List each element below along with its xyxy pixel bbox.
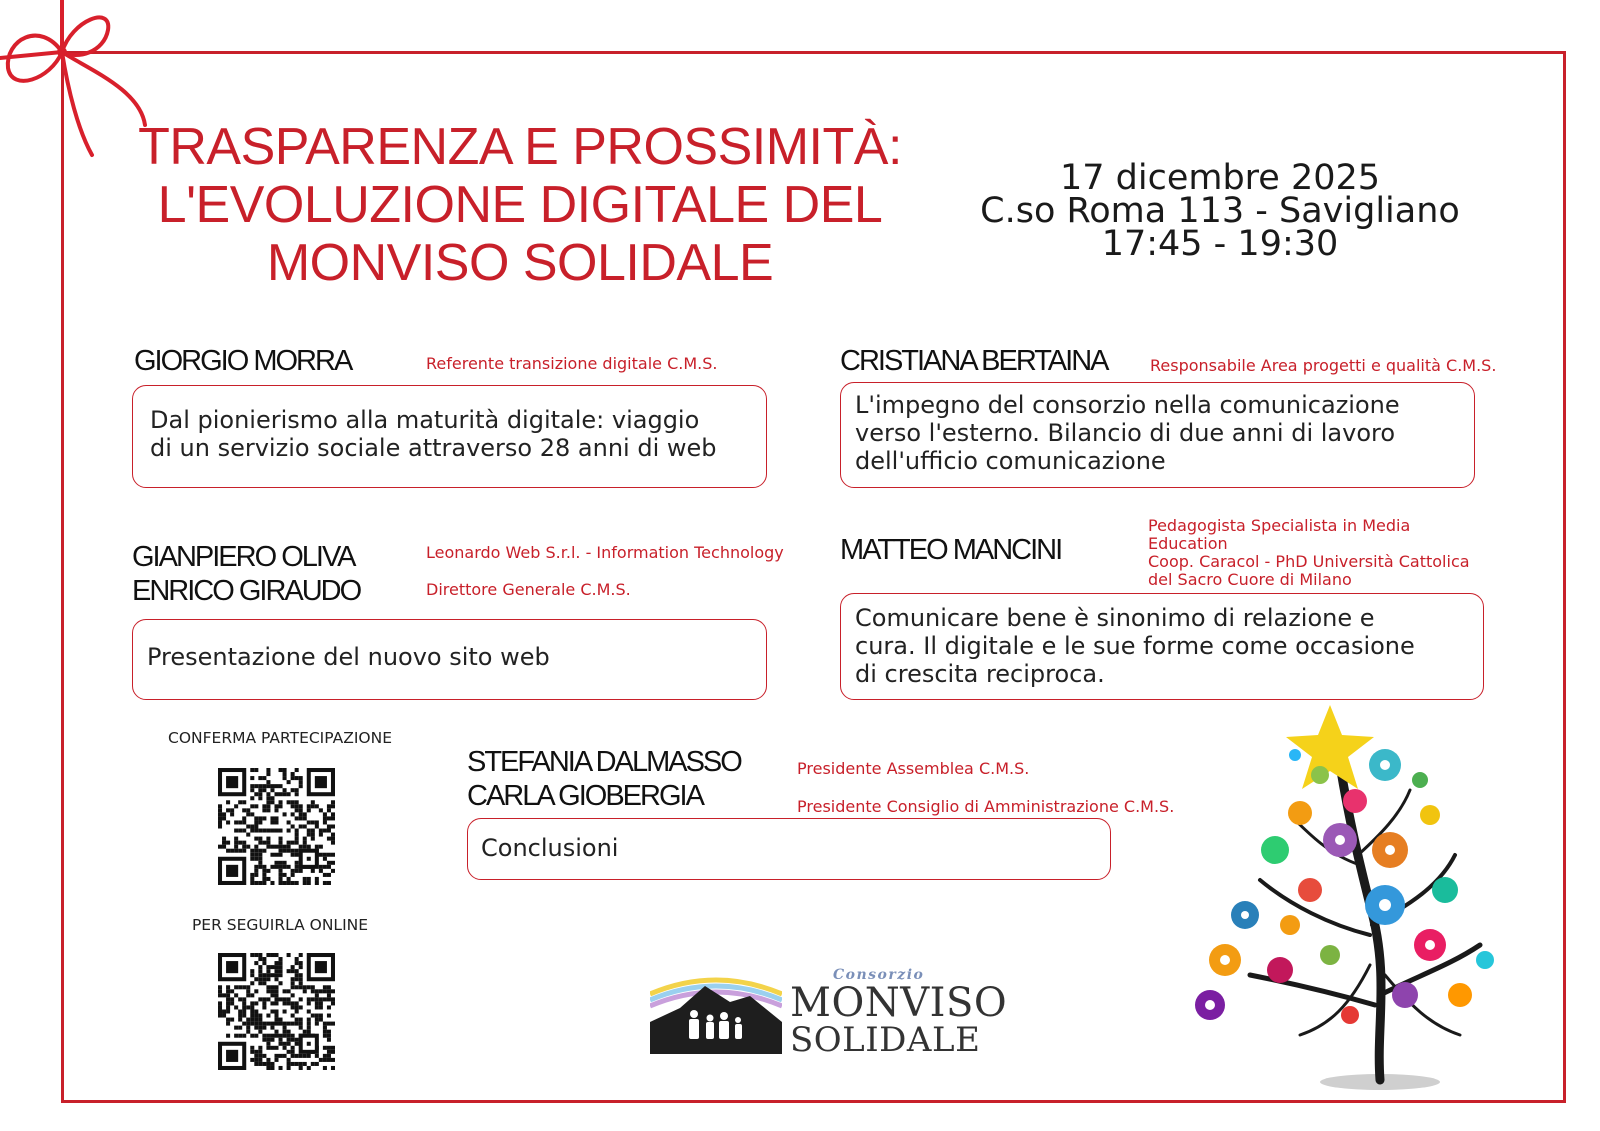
talk-topic-line: di un servizio sociale attraverso 28 anni di web: [150, 434, 717, 462]
talk-topic-line: verso l'esterno. Bilancio di due anni di lavoro: [855, 419, 1396, 447]
speaker-name: CRISTIANA BERTAINA: [840, 345, 1108, 377]
qr-code-confirm-icon[interactable]: [218, 768, 335, 885]
logo-consorzio: Consorzio: [833, 967, 925, 983]
speaker-role: Presidente Assemblea C.M.S.: [797, 759, 1030, 778]
speaker-role: Direttore Generale C.M.S.: [426, 580, 631, 599]
talk-box: [132, 385, 767, 488]
speaker-role: Education: [1148, 534, 1228, 553]
talk-topic-line: Comunicare bene è sinonimo di relazione e: [855, 604, 1375, 632]
speaker-name: GIANPIERO OLIVA: [132, 541, 355, 573]
talk-topic-line: cura. Il digitale e le sue forme come occasione: [855, 632, 1415, 660]
logo-mountain-icon: [650, 972, 782, 1054]
talk-box: [840, 382, 1475, 488]
logo-solidale: SOLIDALE: [790, 1020, 981, 1060]
talk-topic-line: Conclusioni: [481, 834, 619, 862]
qr-code-online-icon[interactable]: [218, 953, 335, 1070]
title-line-2: L'EVOLUZIONE DIGITALE DEL: [157, 176, 883, 234]
event-info: [940, 158, 1500, 264]
event-date: 17 dicembre 2025: [1059, 158, 1381, 198]
speaker-name: GIORGIO MORRA: [134, 345, 352, 377]
speaker-role: Leonardo Web S.r.l. - Information Technology: [426, 543, 784, 562]
title-line-1: TRASPARENZA E PROSSIMITÀ:: [138, 118, 902, 176]
speaker-role: Coop. Caracol - PhD Università Cattolica: [1148, 552, 1470, 571]
talk-topic-line: di crescita reciproca.: [855, 660, 1105, 688]
speaker-role: Pedagogista Specialista in Media: [1148, 516, 1411, 535]
talk-box: [840, 593, 1484, 700]
speaker-name: ENRICO GIRAUDO: [132, 575, 361, 607]
talk-topic-line: dell'ufficio comunicazione: [855, 447, 1166, 475]
logo-monviso: MONVISO: [790, 980, 1008, 1026]
qr-online-label: PER SEGUIRLA ONLINE: [191, 916, 369, 934]
speaker-role-block: [1148, 517, 1470, 589]
talk-topic-line: L'impegno del consorzio nella comunicazione: [855, 391, 1400, 419]
talk-topic-line: Dal pionierismo alla maturità digitale: viaggio: [150, 406, 700, 434]
talk-box: [467, 818, 1111, 880]
speaker-role: Responsabile Area progetti e qualità C.M.S.: [1150, 356, 1497, 375]
title-line-3: MONVISO SOLIDALE: [266, 234, 774, 292]
talk-topic-line: Presentazione del nuovo sito web: [147, 643, 550, 671]
talk-box: [132, 619, 767, 700]
social-christmas-tree-icon: [1180, 705, 1515, 1100]
speaker-role: Presidente Consiglio di Amministrazione C.M.S.: [797, 797, 1175, 816]
page-title: [100, 118, 940, 292]
speaker-name: STEFANIA DALMASSO: [467, 746, 741, 778]
speaker-name: MATTEO MANCINI: [840, 534, 1062, 566]
speaker-name: CARLA GIOBERGIA: [467, 780, 703, 812]
event-time: 17:45 - 19:30: [1101, 224, 1339, 264]
event-location: C.so Roma 113 - Savigliano: [980, 191, 1460, 231]
speaker-role: del Sacro Cuore di Milano: [1148, 570, 1352, 589]
qr-confirm-label: CONFERMA PARTECIPAZIONE: [168, 729, 392, 747]
speaker-role: Referente transizione digitale C.M.S.: [426, 354, 718, 373]
